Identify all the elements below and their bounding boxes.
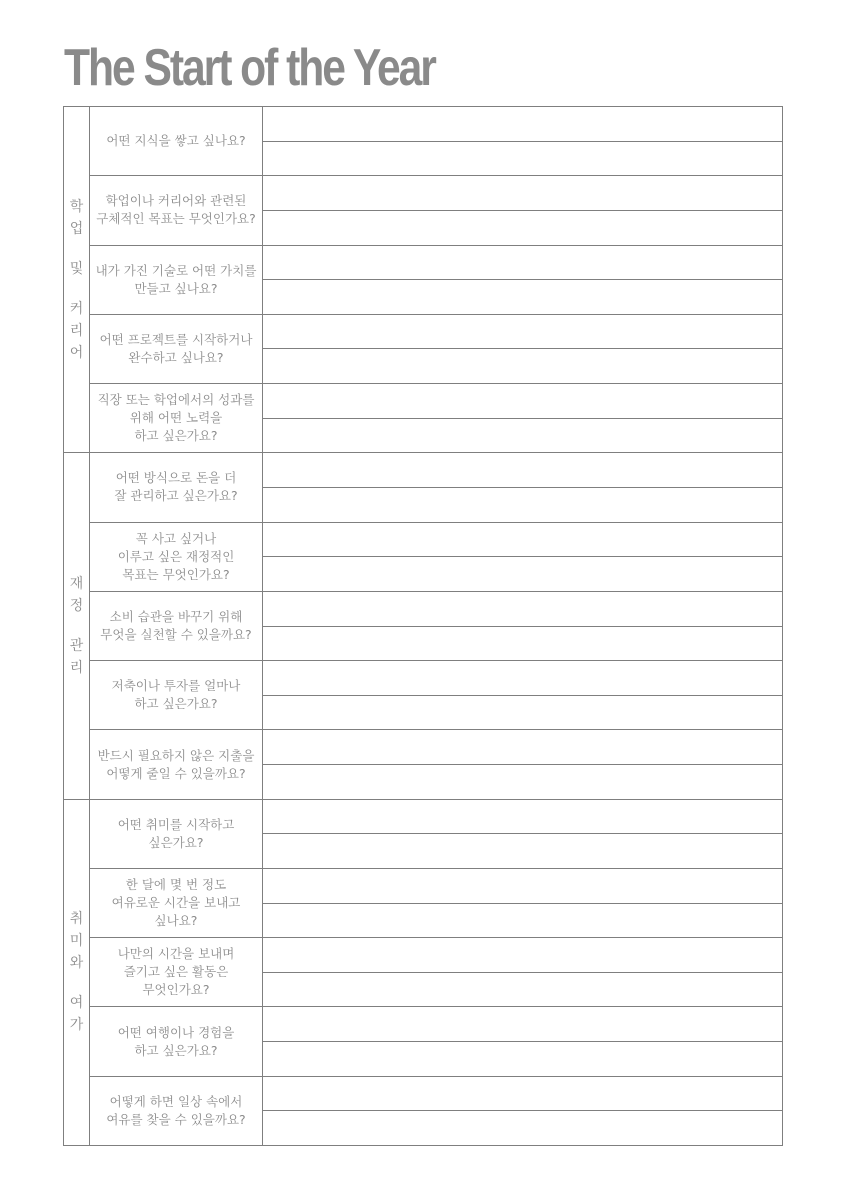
category-char: 리 — [69, 322, 84, 339]
answer-line[interactable] — [263, 1041, 782, 1076]
category-char: 와 — [69, 955, 84, 972]
answer-line[interactable] — [263, 869, 782, 903]
question-text: 어떤 프로젝트를 시작하거나 완수하고 싶나요? — [90, 315, 263, 383]
question-row — [90, 591, 782, 660]
category-char: 업 — [69, 220, 84, 237]
question-text: 반드시 필요하지 않은 지출을 어떻게 줄일 수 있을까요? — [90, 730, 263, 798]
answer-line[interactable] — [263, 1110, 782, 1145]
answer-area[interactable] — [263, 246, 782, 314]
answer-line[interactable] — [263, 903, 782, 938]
question-text: 어떤 여행이나 경험을 하고 싶은가요? — [90, 1007, 263, 1075]
answer-area[interactable] — [263, 592, 782, 660]
question-text: 내가 가진 기술로 어떤 가치를 만들고 싶나요? — [90, 246, 263, 314]
answer-area[interactable] — [263, 1077, 782, 1145]
question-row — [90, 522, 782, 591]
answer-line[interactable] — [263, 315, 782, 349]
question-row — [90, 245, 782, 314]
answer-line[interactable] — [263, 592, 782, 626]
question-rows — [90, 107, 782, 452]
question-text: 학업이나 커리어와 관련된 구체적인 목표는 무엇인가요? — [90, 176, 263, 244]
answer-line[interactable] — [263, 176, 782, 210]
answer-line[interactable] — [263, 972, 782, 1007]
category-char: 관 — [69, 637, 84, 654]
answer-line[interactable] — [263, 1077, 782, 1111]
answer-area[interactable] — [263, 730, 782, 798]
category-char: 및 — [69, 260, 84, 277]
answer-line[interactable] — [263, 107, 782, 141]
category-label — [64, 800, 90, 1145]
answer-line[interactable] — [263, 626, 782, 661]
question-row — [90, 1076, 782, 1145]
question-row — [90, 175, 782, 244]
section-2 — [64, 799, 782, 1145]
answer-line[interactable] — [263, 210, 782, 245]
question-text: 한 달에 몇 번 정도 여유로운 시간을 보내고 싶나요? — [90, 869, 263, 937]
question-row — [90, 937, 782, 1006]
question-text: 어떤 지식을 쌓고 싶나요? — [90, 107, 263, 175]
question-row — [90, 660, 782, 729]
category-char: 어 — [69, 344, 84, 361]
worksheet-table — [63, 106, 783, 1146]
question-text: 어떤 방식으로 돈을 더 잘 관리하고 싶은가요? — [90, 453, 263, 521]
answer-area[interactable] — [263, 869, 782, 937]
answer-area[interactable] — [263, 938, 782, 1006]
answer-area[interactable] — [263, 453, 782, 521]
category-char: 미 — [69, 933, 84, 950]
answer-area[interactable] — [263, 315, 782, 383]
category-char: 재 — [69, 575, 84, 592]
question-rows — [90, 453, 782, 798]
category-label — [64, 107, 90, 452]
answer-line[interactable] — [263, 556, 782, 591]
question-text: 소비 습관을 바꾸기 위해 무엇을 실천할 수 있을까요? — [90, 592, 263, 660]
answer-line[interactable] — [263, 384, 782, 418]
question-row — [90, 868, 782, 937]
question-text: 어떻게 하면 일상 속에서 여유를 찾을 수 있을까요? — [90, 1077, 263, 1145]
answer-line[interactable] — [263, 523, 782, 557]
answer-line[interactable] — [263, 141, 782, 176]
answer-area[interactable] — [263, 107, 782, 175]
section-1 — [64, 452, 782, 798]
question-row — [90, 800, 782, 868]
question-text: 어떤 취미를 시작하고 싶은가요? — [90, 800, 263, 868]
category-char: 정 — [69, 597, 84, 614]
answer-line[interactable] — [263, 764, 782, 799]
question-row — [90, 383, 782, 452]
answer-line[interactable] — [263, 695, 782, 730]
question-row — [90, 1006, 782, 1075]
section-0 — [64, 107, 782, 452]
answer-line[interactable] — [263, 453, 782, 487]
answer-line[interactable] — [263, 730, 782, 764]
question-text: 나만의 시간을 보내며 즐기고 싶은 활동은 무엇인가요? — [90, 938, 263, 1006]
question-rows — [90, 800, 782, 1145]
category-char: 커 — [69, 300, 84, 317]
answer-area[interactable] — [263, 661, 782, 729]
question-text: 꼭 사고 싶거나 이루고 싶은 재정적인 목표는 무엇인가요? — [90, 523, 263, 591]
answer-area[interactable] — [263, 384, 782, 452]
answer-line[interactable] — [263, 1007, 782, 1041]
answer-line[interactable] — [263, 487, 782, 522]
category-char: 여 — [69, 995, 84, 1012]
answer-area[interactable] — [263, 800, 782, 868]
category-char: 취 — [69, 911, 84, 928]
answer-line[interactable] — [263, 246, 782, 280]
answer-area[interactable] — [263, 1007, 782, 1075]
answer-area[interactable] — [263, 523, 782, 591]
answer-line[interactable] — [263, 800, 782, 834]
answer-line[interactable] — [263, 279, 782, 314]
answer-line[interactable] — [263, 938, 782, 972]
category-label — [64, 453, 90, 798]
question-text: 저축이나 투자를 얼마나 하고 싶은가요? — [90, 661, 263, 729]
question-row — [90, 107, 782, 175]
question-row — [90, 729, 782, 798]
answer-area[interactable] — [263, 176, 782, 244]
question-row — [90, 314, 782, 383]
answer-line[interactable] — [263, 661, 782, 695]
category-char: 가 — [69, 1017, 84, 1034]
category-char: 리 — [69, 659, 84, 676]
answer-line[interactable] — [263, 418, 782, 453]
question-text: 직장 또는 학업에서의 성과를 위해 어떤 노력을 하고 싶은가요? — [90, 384, 263, 452]
page-title: The Start of the Year — [64, 39, 435, 97]
answer-line[interactable] — [263, 348, 782, 383]
category-char: 학 — [69, 198, 84, 215]
answer-line[interactable] — [263, 833, 782, 868]
question-row — [90, 453, 782, 521]
